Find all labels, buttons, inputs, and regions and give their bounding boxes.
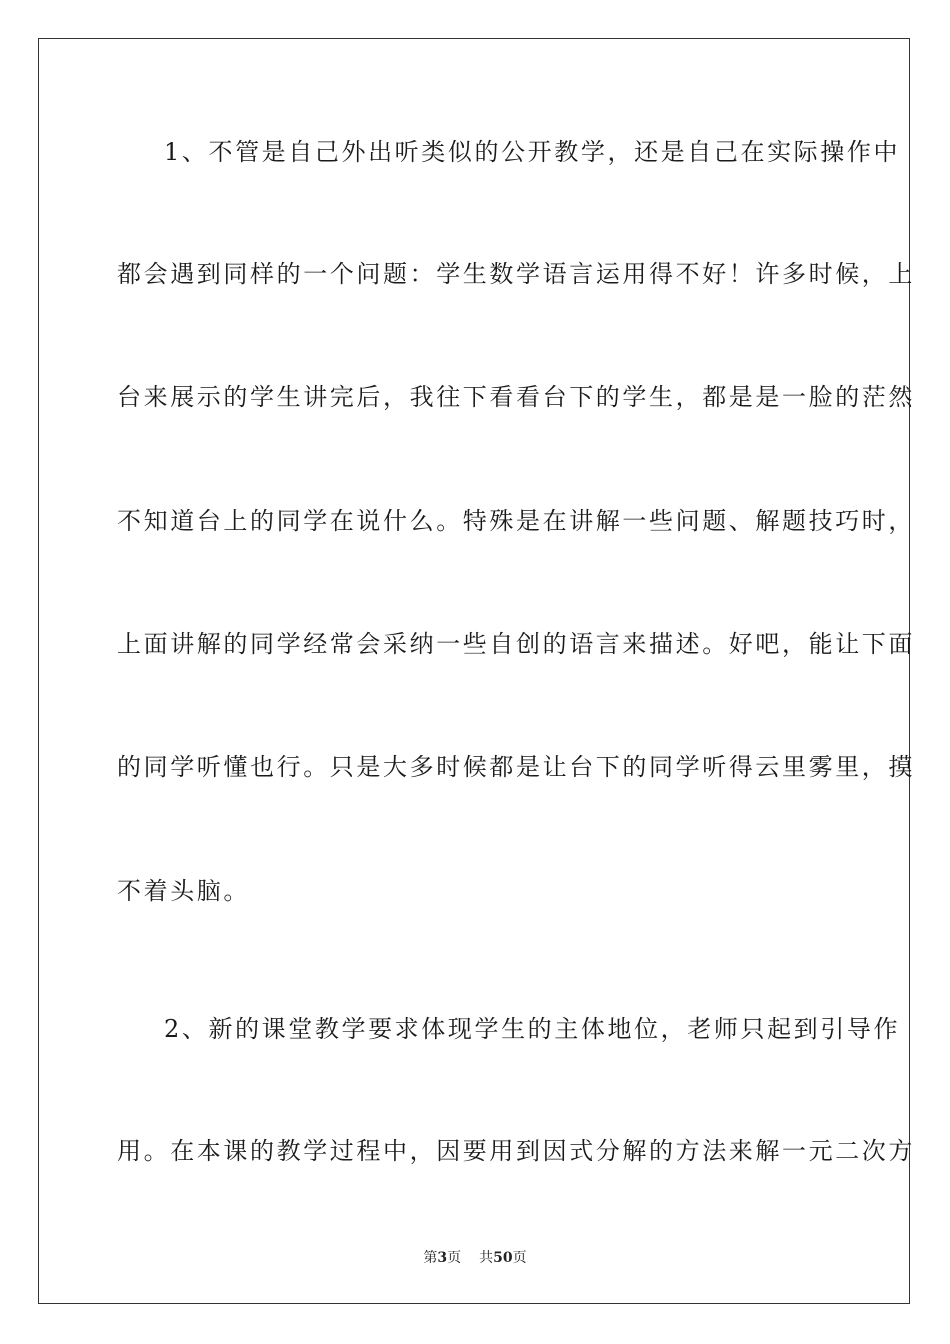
page-border xyxy=(38,38,915,1304)
footer-total-unit: 页 xyxy=(512,1250,527,1266)
footer-page-current: 3 xyxy=(437,1250,448,1266)
paragraph-1-line-5: 上面讲解的同学经常会采纳一些自创的语言来描述。好吧，能让下面 xyxy=(117,630,915,658)
footer-page-prefix: 第 xyxy=(423,1250,438,1266)
paragraph-2-line-2: 用。在本课的教学过程中，因要用到因式分解的方法来解一元二次方 xyxy=(117,1137,915,1165)
page-footer xyxy=(0,1247,950,1267)
paragraph-1-line-7: 不着头脑。 xyxy=(117,877,250,905)
paragraph-1-line-3: 台来展示的学生讲完后，我往下看看台下的学生，都是是一脸的茫然 xyxy=(117,383,915,411)
paragraph-1-line-4: 不知道台上的同学在说什么。特殊是在讲解一些问题、解题技巧时， xyxy=(117,507,915,535)
paragraph-2-line-1: 2、新的课堂教学要求体现学生的主体地位，老师只起到引导作 xyxy=(164,1015,901,1043)
footer-page-total: 50 xyxy=(493,1250,513,1266)
paragraph-1-line-2: 都会遇到同样的一个问题：学生数学语言运用得不好！许多时候，上 xyxy=(117,260,915,288)
paragraph-1-line-6: 的同学听懂也行。只是大多时候都是让台下的同学听得云里雾里，摸 xyxy=(117,753,915,781)
footer-total-prefix: 共 xyxy=(479,1250,494,1266)
footer-page-unit: 页 xyxy=(447,1250,462,1266)
paragraph-1-line-1: 1、不管是自己外出听类似的公开教学，还是自己在实际操作中 xyxy=(164,138,901,166)
